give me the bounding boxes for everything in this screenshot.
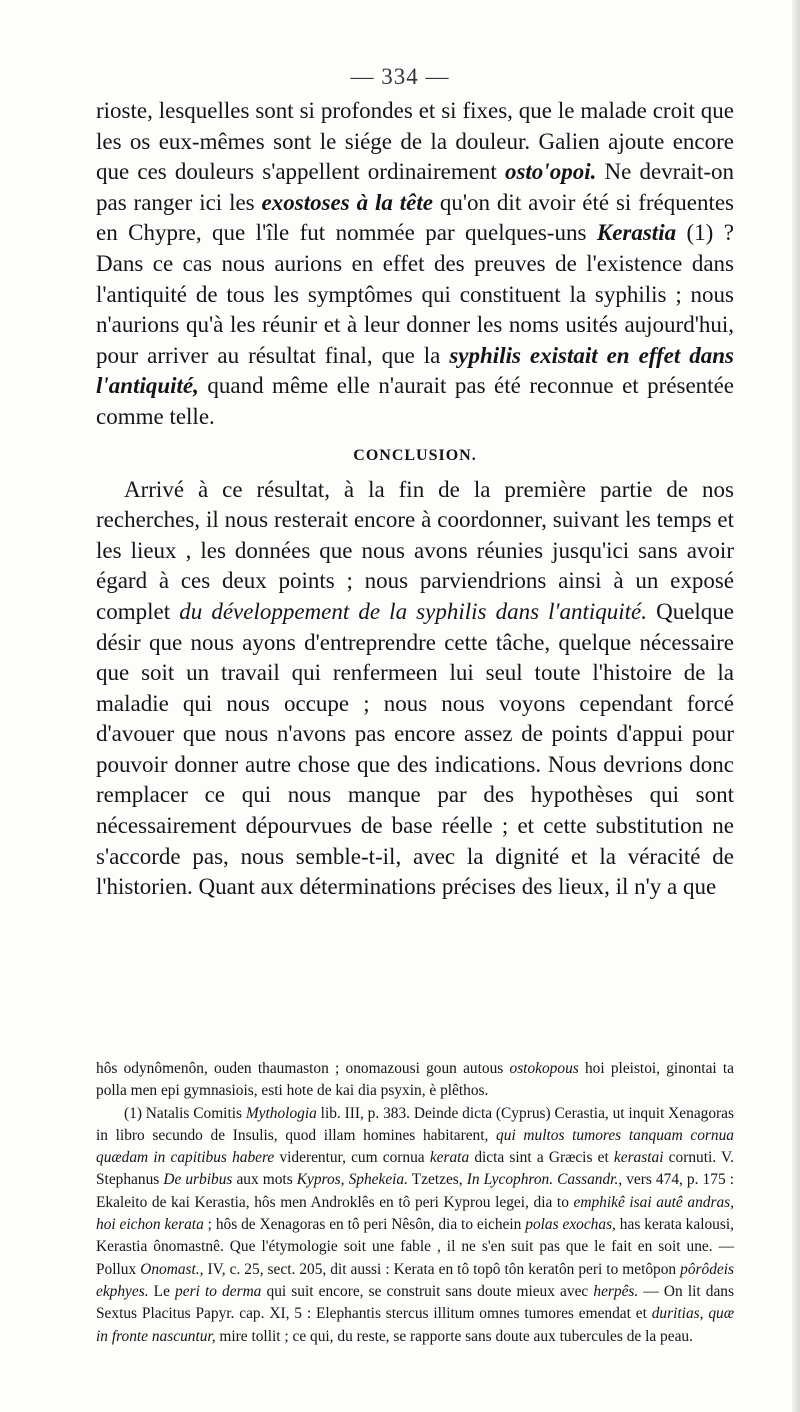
text-run: mire tollit ; ce qui, du reste, se rapporte sans doute aux tubercules de la peau. [215,1327,693,1345]
emphasized-text: Mythologia [245,1104,317,1122]
section-heading: CONCLUSION. [353,446,477,464]
text-run: Ne devrait-on pas ranger ici les [96,159,734,215]
text-run: dicta sint a Græcis et [469,1149,614,1167]
paragraph [96,475,734,903]
emphasized-text: Kerastia [596,220,677,246]
emphasized-text: ostokopous [509,1060,579,1077]
text-run: — On lit dans Sextus Placitus Papyr. cap. XI, 5 : Elephantis stercus illitum omnes tumores emendat et [96,1282,734,1323]
text-run: has kerata kalousi, Kerastia ônomastnê. Que l'étymologie soit une fable , il ne s'en suit pas que le fait en soit une. — Pollux [96,1216,734,1278]
text-run: lib. III, p. 383. Deinde dicta (Cyprus) Cerastia, ut inquit Xenagoras in libro secundo de Insulis, quod illam homines habitarent, [96,1104,734,1144]
emphasized-text: du développement de la syphilis dans l'antiquité. [179,598,647,624]
text-run: hôs odynômenôn, ouden thaumaston ; onomazousi goun autous [96,1060,510,1077]
emphasized-text: exostoses à la tête [261,189,433,215]
page-number: — 334 — [350,64,450,89]
emphasized-text: duritias, quæ in fronte nascuntur, [96,1305,734,1345]
text-run: viderentur, cum cornua [274,1149,430,1167]
emphasized-text: polas exochas, [525,1216,616,1234]
emphasized-text: De urbibus [163,1171,233,1189]
text-run: qui suit encore, se construit sans doute mieux avec [261,1282,594,1300]
text-run: cornuti. V. Stephanus [96,1149,734,1189]
footnotes [96,1058,734,1348]
text-run: Le [148,1282,176,1300]
emphasized-text: pôrôdeis ekphyes. [96,1260,735,1300]
emphasized-text: Kypros, Sphekeia. [296,1171,408,1189]
emphasized-text: peri to derma [175,1282,262,1300]
text-run: hoi pleistoi, ginontai ta polla men epi gymnasiois, esti hote de kai dia psyxin, è plêthos. [96,1060,734,1100]
emphasized-text: osto'opoi. [504,159,597,185]
text-run: IV, c. 25, sect. 205, dit aussi : Kerata en tô topô tôn keratôn peri to metôpon [203,1260,681,1278]
emphasized-text: kerata [429,1149,470,1167]
text-run: aux mots [232,1171,297,1189]
emphasized-text: qui multos tumores tanquam cornua quædam in capitibus habere [96,1126,735,1167]
emphasized-text: emphikê isai autê andras, hoi eichon kerata [96,1193,734,1234]
emphasized-text: syphilis existait en effet dans l'antiquité, [96,342,734,399]
footnote-continuation [96,1058,734,1103]
page-edge-shadow [792,0,800,1412]
text-run: (1) Natalis Comitis [124,1104,246,1122]
text-run: vers 474, p. 175 : Ekaleito de kai Kerastia, hôs men Androklês en tô peri Kyprou legei, dia to [96,1171,734,1211]
text-run: Tzetzes, [407,1171,467,1189]
main-text [96,96,734,903]
text-run: rioste, lesquelles sont si profondes et si fixes, que le malade croit que les os eux-mêmes sont le siége de la douleur. Galien ajoute encore que ces douleurs s'appellent ordinairement [96,98,734,185]
text-run: qu'on dit avoir été si fréquentes en Chypre, que l'île fut nommée par quelques-uns [96,189,734,246]
paragraph [96,96,734,433]
emphasized-text: In Lycophron. Cassandr., [466,1171,623,1189]
emphasized-text: kerastai [613,1149,664,1167]
footnote [96,1103,734,1348]
text-run: (1) ? Dans ce cas nous aurions en effet des preuves de l'existence dans l'antiquité de tous les symptômes qui constituent la syphilis ; nous n'aurions qu'à les réunir et à leur donner les noms usités aujourd'hui, pour arriver au résultat final, que la [96,220,734,368]
text-run: Arrivé à ce résultat, à la fin de la première partie de nos recherches, il nous resterait encore à coordonner, suivant les temps et les lieux , les données que nous avons réunies jusqu'ici sans avoir égard à ces deux points ; nous parviendrions ainsi à un exposé complet [96,476,734,624]
text-run: ; hôs de Xenagoras en tô peri Nêsôn, dia to eichein [203,1216,526,1234]
text-run: quand même elle n'aurait pas été reconnue et présentée comme telle. [96,373,734,429]
text-run: Quelque désir que nous ayons d'entreprendre cette tâche, quelque nécessaire que soit un travail qui renfermeen lui seul toute l'histoire de la maladie qui nous occupe ; nous nous voyons cependant forcé d'avouer que nous n'avons pas encore assez de points d'appui pour pouvoir donner autre chose que des indications. Nous devrions donc remplacer ce qui nous manque par des hypothèses qui sont nécessairement dépourvues de base réelle ; et cette substitution ne s'accorde pas, nous semble-t-il, avec la dignité et la véracité de l'historien. Quant aux déterminations précises des lieux, il n'y a que [96,598,734,900]
emphasized-text: herpês. [593,1282,639,1300]
emphasized-text: Onomast., [140,1260,204,1278]
